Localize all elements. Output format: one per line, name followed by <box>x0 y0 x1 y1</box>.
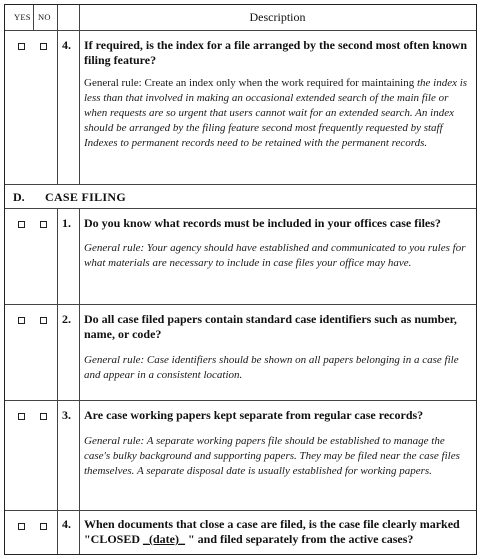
no-checkbox[interactable] <box>40 317 47 324</box>
checklist-table <box>4 4 477 555</box>
description-column-header: Description <box>249 10 306 24</box>
item-general-rule: General rule: Your agency should have established and communicated to you rules for what materials are necessary to include in case files your office may have. <box>84 242 466 269</box>
checklist-item-2 <box>5 305 476 401</box>
question-text-end: " and filed separately from the active cases? <box>185 532 414 546</box>
date-blank[interactable]: _(date)_ <box>143 532 186 546</box>
section-title: CASE FILING <box>45 190 126 204</box>
checklist-item-4-closed <box>5 511 476 556</box>
no-checkbox[interactable] <box>40 523 47 530</box>
item-question <box>84 517 468 547</box>
item-question: Do you know what records must be included in your offices case files? <box>84 216 441 230</box>
yes-checkbox[interactable] <box>18 221 25 228</box>
section-d-header <box>5 185 476 209</box>
checklist-item-4-index <box>5 31 476 185</box>
item-number: 4. <box>62 517 71 531</box>
question-text-start: When documents that close a case are filed, is the case file clearly marked "CLOSED <box>84 517 460 546</box>
yes-checkbox[interactable] <box>18 413 25 420</box>
no-checkbox[interactable] <box>40 413 47 420</box>
yes-no-divider <box>33 5 34 31</box>
item-number: 1. <box>62 216 71 230</box>
yes-checkbox[interactable] <box>18 43 25 50</box>
item-question: Do all case filed papers contain standard case identifiers such as number, name, or code? <box>84 312 457 341</box>
rule-rest: the index is less than that involved in making an occasional extended search of the main file or when requests are so urgent that users cannot wait for an extended search. An index should be arranged by the filing feature second most frequently requested by staff Indexes to permanent records need to be retained with the permanent records. <box>84 77 468 149</box>
item-general-rule: General rule: Case identifiers should be shown on all papers belonging in a case file and appear in a consistent location. <box>84 354 459 381</box>
item-question: If required, is the index for a file arranged by the second most often known filing feature? <box>84 38 468 67</box>
item-general-rule <box>84 76 468 151</box>
item-number: 4. <box>62 38 71 52</box>
yes-checkbox[interactable] <box>18 317 25 324</box>
checkbox-column-divider <box>57 5 58 185</box>
item-question: Are case working papers kept separate from regular case records? <box>84 408 424 422</box>
yes-column-header: YES <box>14 12 31 22</box>
no-checkbox[interactable] <box>40 221 47 228</box>
header-row <box>5 5 476 31</box>
checkbox-column-divider <box>57 209 58 554</box>
number-column-divider <box>79 209 80 554</box>
item-number: 2. <box>62 312 71 326</box>
no-checkbox[interactable] <box>40 43 47 50</box>
no-column-header: NO <box>38 12 51 22</box>
section-letter: D. <box>13 190 25 204</box>
item-number: 3. <box>62 408 71 422</box>
rule-lead: General rule: Create an index only when the work required for maintaining <box>84 77 417 89</box>
number-column-divider <box>79 5 80 185</box>
checklist-item-1 <box>5 209 476 305</box>
yes-checkbox[interactable] <box>18 523 25 530</box>
checklist-item-3 <box>5 401 476 511</box>
item-general-rule: General rule: A separate working papers file should be established to manage the case's bulky background and supporting papers. They may be filed near the case files themselves. A separate disposal date is usually established for working papers. <box>84 435 460 477</box>
